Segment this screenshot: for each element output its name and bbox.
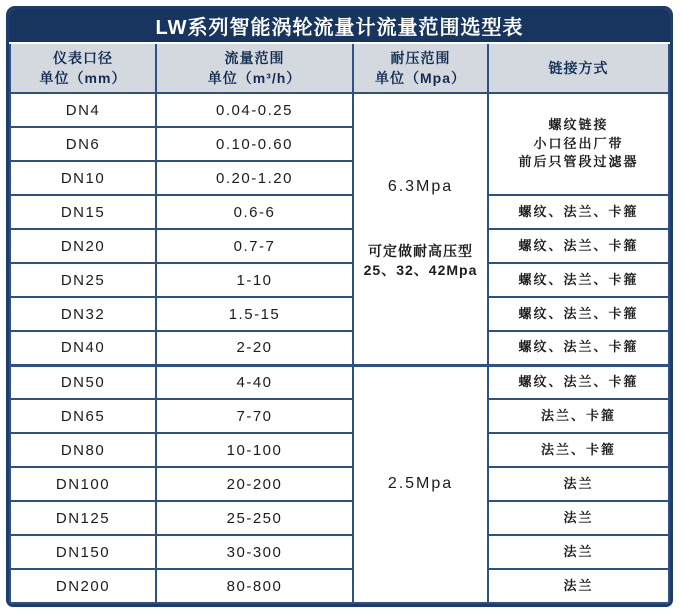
connection-cell: 螺纹、法兰、卡箍 <box>488 297 669 331</box>
dn-cell: DN6 <box>10 127 156 161</box>
dn-cell: DN65 <box>10 399 156 433</box>
connection-cell: 法兰 <box>488 467 669 501</box>
connection-line2: 小口径出厂带 <box>533 135 624 151</box>
connection-line1: 螺纹链接 <box>548 116 609 132</box>
header-connection-line1: 链接方式 <box>548 59 609 76</box>
header-diameter-line2: 单位（mm） <box>39 70 127 86</box>
selection-table-card <box>6 6 673 607</box>
table-row-dn15 <box>10 195 669 229</box>
table-row-dn80 <box>10 433 669 467</box>
table-row-dn125 <box>10 501 669 535</box>
flow-cell: 10-100 <box>156 433 353 467</box>
table-title-bar <box>9 9 670 44</box>
connection-cell: 法兰 <box>488 501 669 535</box>
table-row-dn4 <box>10 93 669 127</box>
connection-cell: 螺纹、法兰、卡箍 <box>488 263 669 297</box>
dn-cell: DN125 <box>10 501 156 535</box>
connection-cell: 法兰、卡箍 <box>488 399 669 433</box>
table-row-dn40 <box>10 331 669 365</box>
dn-cell: DN10 <box>10 161 156 195</box>
table-row-dn65 <box>10 399 669 433</box>
flow-cell: 4-40 <box>156 365 353 399</box>
flow-cell: 80-800 <box>156 569 353 603</box>
flow-cell: 0.20-1.20 <box>156 161 353 195</box>
header-connection <box>488 44 669 93</box>
header-flow-range <box>156 44 353 93</box>
pressure-group1-note-line1: 可定做耐高压型 <box>368 242 473 259</box>
dn-cell: DN100 <box>10 467 156 501</box>
flow-cell: 0.10-0.60 <box>156 127 353 161</box>
table-row-dn32 <box>10 297 669 331</box>
header-diameter-line1: 仪表口径 <box>53 49 113 66</box>
pressure-group1-note-line2: 25、32、42Mpa <box>363 261 478 278</box>
table-row-dn100 <box>10 467 669 501</box>
dn-cell: DN4 <box>10 93 156 127</box>
header-diameter <box>10 44 156 93</box>
flow-cell: 30-300 <box>156 535 353 569</box>
pressure-cell-group1 <box>353 93 488 365</box>
table-row-dn50 <box>10 365 669 399</box>
table-row-dn150 <box>10 535 669 569</box>
dn-cell: DN15 <box>10 195 156 229</box>
flow-cell: 7-70 <box>156 399 353 433</box>
header-flow-line1: 流量范围 <box>224 49 285 66</box>
header-row <box>10 44 669 93</box>
connection-cell: 螺纹、法兰、卡箍 <box>488 331 669 365</box>
header-pressure-line1: 耐压范围 <box>390 49 451 66</box>
pressure-cell-group2 <box>353 365 488 603</box>
flow-cell: 0.7-7 <box>156 229 353 263</box>
connection-line3: 前后只管段过滤器 <box>518 154 639 170</box>
dn-cell: DN25 <box>10 263 156 297</box>
header-pressure-line2: 单位（Mpa） <box>375 70 466 86</box>
pressure-group1-value: 6.3Mpa <box>387 177 454 195</box>
connection-cell: 螺纹、法兰、卡箍 <box>488 365 669 399</box>
flow-cell: 1.5-15 <box>156 297 353 331</box>
table-title: LW系列智能涡轮流量计流量范围选型表 <box>155 17 524 39</box>
connection-cell: 螺纹、法兰、卡箍 <box>488 195 669 229</box>
selection-table <box>9 44 670 604</box>
flow-cell: 2-20 <box>156 331 353 365</box>
header-pressure-range <box>353 44 488 93</box>
flow-cell: 0.04-0.25 <box>156 93 353 127</box>
flow-cell: 0.6-6 <box>156 195 353 229</box>
connection-cell: 法兰、卡箍 <box>488 433 669 467</box>
pressure-group1-note <box>354 242 487 280</box>
table-row-dn25 <box>10 263 669 297</box>
table-row-dn20 <box>10 229 669 263</box>
header-flow-line2: 单位（m³/h） <box>207 70 302 86</box>
dn-cell: DN80 <box>10 433 156 467</box>
dn-cell: DN150 <box>10 535 156 569</box>
flow-cell: 25-250 <box>156 501 353 535</box>
flow-cell: 20-200 <box>156 467 353 501</box>
connection-cell: 法兰 <box>488 569 669 603</box>
dn-cell: DN20 <box>10 229 156 263</box>
table-row-dn200 <box>10 569 669 603</box>
dn-cell: DN50 <box>10 365 156 399</box>
connection-cell: 法兰 <box>488 535 669 569</box>
pressure-group2-value: 2.5Mpa <box>387 475 454 493</box>
dn-cell: DN40 <box>10 331 156 365</box>
flow-cell: 1-10 <box>156 263 353 297</box>
connection-cell: 螺纹、法兰、卡箍 <box>488 229 669 263</box>
connection-cell-small-caliber <box>488 93 669 195</box>
dn-cell: DN32 <box>10 297 156 331</box>
dn-cell: DN200 <box>10 569 156 603</box>
